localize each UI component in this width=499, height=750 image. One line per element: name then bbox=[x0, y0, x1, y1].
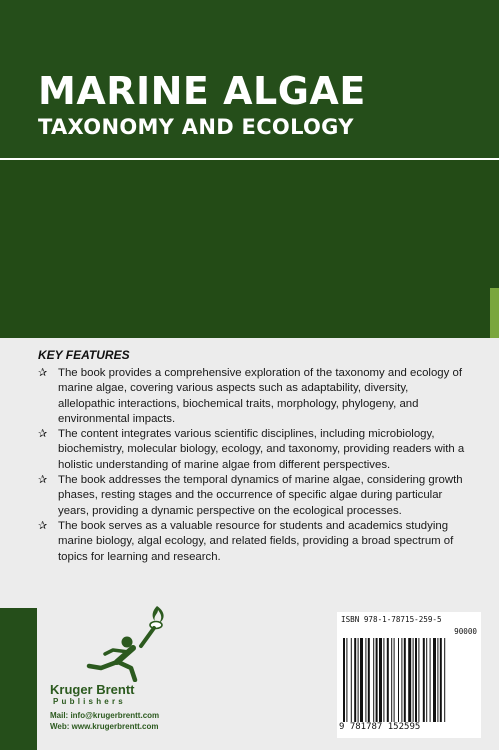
running-man-torch-icon bbox=[55, 602, 175, 682]
star-outline-icon: ✰ bbox=[38, 428, 48, 441]
barcode-bars bbox=[343, 638, 475, 722]
price-code: 90000 bbox=[454, 627, 477, 636]
star-outline-icon: ✰ bbox=[38, 474, 48, 487]
list-item bbox=[38, 366, 468, 427]
publisher-tagline: Publishers bbox=[53, 697, 126, 706]
publisher-mail: Mail: info@krugerbrentt.com bbox=[50, 711, 160, 720]
star-outline-icon: ✰ bbox=[38, 519, 48, 532]
list-item bbox=[38, 519, 468, 565]
isbn-number: ISBN 978-1-78715-259-5 bbox=[341, 615, 442, 624]
list-item bbox=[38, 473, 468, 519]
feature-text: The book provides a comprehensive exploration of the taxonomy and ecology of marine algae, covering various aspects such as adaptability, diversity, allelopathic interactions, biochemical traits, morphology, phylogeny, and environmental impacts. bbox=[58, 367, 462, 425]
key-features-heading: KEY FEATURES bbox=[38, 348, 130, 362]
publisher-name: Kruger Brentt bbox=[50, 682, 135, 697]
isbn-barcode bbox=[337, 612, 481, 738]
list-item bbox=[38, 427, 468, 473]
bottom-left-bar bbox=[0, 608, 37, 750]
book-subtitle: TAXONOMY AND ECOLOGY bbox=[38, 115, 354, 139]
publisher-web: Web: www.krugerbrentt.com bbox=[50, 722, 159, 731]
title-band bbox=[0, 0, 499, 158]
book-title: MARINE ALGAE bbox=[38, 69, 366, 113]
feature-text: The book serves as a valuable resource for students and academics studying marine biology, algal ecology, and related fields, providing a broad spectrum of topics for learning and research. bbox=[58, 519, 454, 563]
key-features-list bbox=[38, 366, 468, 565]
star-outline-icon: ✰ bbox=[38, 367, 48, 379]
accent-strip bbox=[490, 288, 499, 338]
cover-photo-area bbox=[0, 160, 499, 338]
feature-text: The book addresses the temporal dynamics of marine algae, considering growth phases, resting stages and the occurrence of specific algae during particular years, providing a dynamic perspective on the ecological processes. bbox=[58, 474, 463, 517]
feature-text: The content integrates various scientific disciplines, including microbiology, biochemistry, molecular biology, ecology, and taxonomy, providing readers with a holistic understanding of marine algae from different perspectives. bbox=[58, 428, 465, 471]
barcode-digits: 9 781787 152595 bbox=[339, 722, 421, 732]
